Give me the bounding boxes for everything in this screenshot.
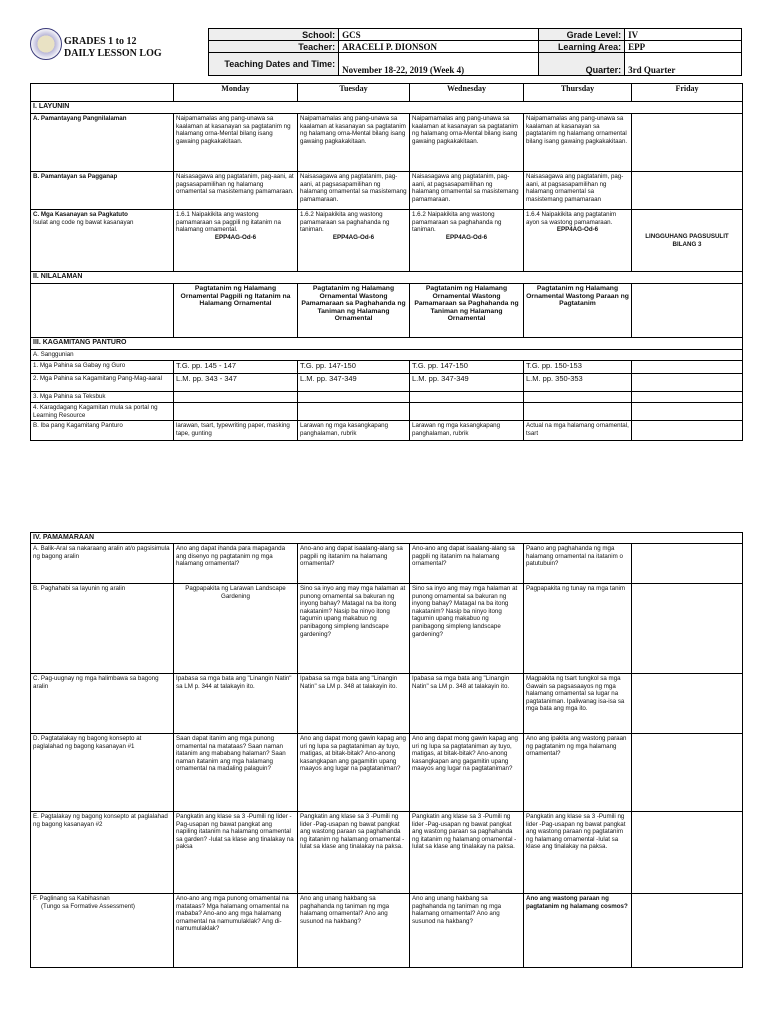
cell: Sino sa inyo ang may mga halaman at punong ornamental sa bakuran ng inyong bahay? Matagal na ba itong nakatanim? Nasip ba ninyo itong tagumin upang makabuo ng panibagong simpleng landscape gardening?: [298, 584, 410, 674]
cell: [174, 210, 298, 272]
cell: larawan, tsart, typewriting paper, masking tape, gunting: [174, 421, 298, 441]
cell: T.G. pp. 145 - 147: [174, 361, 298, 374]
row-pagtatalakay-2: [31, 812, 743, 894]
cell: Ano-ano ang dapat isaalang-alang sa pagpili ng itatanim na halamang ornamental?: [410, 544, 524, 584]
cell: Saan dapat itanim ang mga punong ornamental na matataas? Saan naman itatanim ang mababang halaman? Saan naman itatanim ang mga halamang ornamental na madaling palaguin?: [174, 734, 298, 812]
teacher-value: ARACELI P. DIONSON: [339, 41, 539, 53]
area-label: Learning Area:: [538, 41, 624, 53]
section-nilalaman: II. NILALAMAN: [31, 272, 743, 284]
row-kagamitang-mag-aaral: [31, 374, 743, 392]
cell: [632, 544, 743, 584]
row-label: C. Mga Kasanayan sa Pagkatuto: [33, 211, 128, 218]
row-label: D. Pagtatalakay ng bagong konsepto at paglalahad ng bagong kasanayan #1: [31, 734, 174, 812]
row-label: 1. Mga Pahina sa Gabay ng Guro: [31, 361, 174, 374]
cell: L.M. pp. 347-349: [410, 374, 524, 392]
cell: [632, 361, 743, 374]
school-value: GCS: [339, 29, 539, 41]
cell: [632, 421, 743, 441]
cell: Naisasagawa ang pagtatanim, pag-aani, at pagsasapamilihan ng halamang ornamental sa masistemang pamamaraan: [524, 172, 632, 210]
cell: Pagpapakita ng Larawan Landscape Gardening: [174, 584, 298, 674]
content-cell: Pagtatanim ng Halamang Ornamental Pagpili ng Itatanim na Halamang Ornamental: [174, 284, 298, 338]
row-label: F. Paglinang sa Kabihasnan: [33, 895, 110, 902]
row-pag-uugnay: [31, 674, 743, 734]
cell: Ano ang unang hakbang sa paghahanda ng taniman ng mga halamang ornamental? Ano ang susunod na hakbang?: [298, 894, 410, 968]
cell: Ano ang dapat mong gawin kapag ang uri ng lupa sa pagtataniman ay tuyo, matigas, at bitak-bitak? Ano-anong kasangkapan ang gagamitin upang maayos ang lugar na pagtataniman?: [298, 734, 410, 812]
deped-seal-icon: [30, 28, 62, 60]
row-gabay-guro: [31, 361, 743, 374]
cell: [632, 584, 743, 674]
teacher-label: Teacher:: [209, 41, 339, 53]
cell: Naisasagawa ang pagtatanim, pag-aani, at pagsasapamilihan ng halamang ornamental sa masistemang pamamaraan.: [174, 172, 298, 210]
row-label: 3. Mga Pahina sa Teksbuk: [31, 392, 174, 403]
section-pamamaraan: IV. PAMAMARAAN: [31, 533, 743, 544]
skill-code: EPP4AG-Od-6: [445, 233, 488, 241]
cell: [524, 210, 632, 272]
skill-text: 1.6.1 Naipakikita ang wastong pamamaraan sa pagpili ng itatanim na halamang ornamental.: [176, 211, 281, 234]
corner-cell: [31, 84, 174, 102]
grade-label: Grade Level:: [538, 29, 624, 41]
cell: Ano-ano ang dapat isaalang-alang sa pagpili ng itatanim na halamang ornamental?: [298, 544, 410, 584]
cell: [632, 812, 743, 894]
skill-text: 1.6.2 Naipakikita ang wastong pamamaraan sa paghahanda ng taniman.: [412, 211, 502, 234]
dates-value: November 18-22, 2019 (Week 4): [339, 53, 539, 76]
grade-value: IV: [625, 29, 742, 41]
lesson-grid-bottom: [30, 532, 743, 968]
row-paglinang: [31, 894, 743, 968]
area-value: EPP: [625, 41, 742, 53]
cell: [632, 172, 743, 210]
cell: Ano ang dapat ihanda para mapaganda ang disenyo ng pagtatanim ng mga halamang ornamental?: [174, 544, 298, 584]
cell: Pangkatin ang klase sa 3 -Pumili ng lider -Pag-usapan ng bawat pangkat ang wastong paraan sa paghahanda ng itatanim ng halamang ornamental -Iulat sa klase ang tinalakay na paksa.: [410, 812, 524, 894]
row-label: E. Pagtalakay ng bagong konsepto at paglalahad ng bagong kasanayan #2: [31, 812, 174, 894]
day-header-row: [31, 84, 743, 102]
row-label-cell: [31, 210, 174, 272]
day-tuesday: Tuesday: [298, 84, 410, 102]
blank-cell: [31, 284, 174, 338]
day-wednesday: Wednesday: [410, 84, 524, 102]
row-iba-pang-kagamitan: [31, 421, 743, 441]
cell: Ano-ano ang mga punong ornamental na matataas? Mga halamang ornamental na mababa? Ano-ano ang mga halamang ornamental na namumulaklak? Ang di-namumulaklak?: [174, 894, 298, 968]
row-label: B. Pamantayan sa Pagganap: [31, 172, 174, 210]
lesson-grid-top: [30, 83, 743, 441]
cell: [632, 403, 743, 421]
cell: Ano ang ipakita ang wastong paraan ng pagtatanim ng mga halamang ornamental?: [524, 734, 632, 812]
quarter-value: 3rd Quarter: [625, 53, 742, 76]
cell: Ipabasa sa mga bata ang "Linangin Natin" sa LM p. 348 at talakayin ito.: [410, 674, 524, 734]
row-label: A. Pamantayang Pangnilalaman: [31, 114, 174, 172]
row-label-cell: [31, 894, 174, 968]
cell: Pangkatin ang klase sa 3 -Pumili ng lider -Pag-usapan ng bawat pangkat ang napiling itatanim na halamang ornamental sa garden? -Iulat sa klase ang tinalakay na paksa: [174, 812, 298, 894]
cell: T.G. pp. 147-150: [298, 361, 410, 374]
cell: L.M. pp. 347-349: [298, 374, 410, 392]
cell: L.M. pp. 343 - 347: [174, 374, 298, 392]
skill-text: 1.6.2 Naipakikita ang wastong pamamaraan sa paghahanda ng taniman.: [300, 211, 390, 234]
row-sublabel: Isulat ang code ng bawat kasanayan: [33, 218, 134, 226]
friday-exam-cell: LINGGUHANG PAGSUSULIT BILANG 3: [632, 210, 743, 272]
cell: [410, 392, 524, 403]
cell: [632, 674, 743, 734]
cell: T.G. pp. 150-153: [524, 361, 632, 374]
dll-header: [30, 28, 742, 80]
cell: Ipabasa sa mga bata ang "Linangin Natin" sa LM p. 348 at talakayin ito.: [298, 674, 410, 734]
row-kasanayan: [31, 210, 743, 272]
cell: Naisasagawa ang pagtatanim, pag-aani, at pagsasapamilihan ng halamang ornamental sa masistemang pamamaraan.: [410, 172, 524, 210]
skill-code: EPP4AG-Od-6: [214, 233, 257, 241]
row-label: C. Pag-uugnay ng mga halimbawa sa bagong aralin: [31, 674, 174, 734]
row-learning-resource: [31, 403, 743, 421]
cell: [410, 210, 524, 272]
cell: Naipamamalas ang pang-unawa sa kaalaman at kasanayan sa pagtatanim ng halamang ornamental bilang isang gawaing pagkakakitaan.: [524, 114, 632, 172]
cell: [632, 894, 743, 968]
cell: Naipamamalas ang pang-unawa sa kaalaman at kasanayan sa pagtatanim ng halamang orna-Mental bilang isang gawaing pagkakakitaan.: [174, 114, 298, 172]
row-balik-aral: [31, 544, 743, 584]
cell: L.M. pp. 350-353: [524, 374, 632, 392]
content-cell: [632, 284, 743, 338]
cell: [298, 403, 410, 421]
row-pamantayang-pangnilalaman: [31, 114, 743, 172]
cell: [632, 392, 743, 403]
dll-title: [64, 36, 162, 60]
cell: Magpakita ng tsart tungkol sa mga Gawain sa pagsasaayos ng mga halamang ornamental sa lugar na pagtataniman. Ipaliwanag isa-isa sa mga bata ang mga ito.: [524, 674, 632, 734]
cell: Pangkatin ang klase sa 3 -Pumili ng lider -Pag-usapan ng bawat pangkat ang wastong paraan ng pagtatanim ng halamang ornamental -Iulat sa klase ang tinalakay na paksa.: [524, 812, 632, 894]
day-thursday: Thursday: [524, 84, 632, 102]
cell: Naipamamalas ang pang-unawa sa kaalaman at kasanayan sa pagtatanim ng halamang orna-Mental bilang isang gawaing pagkakakitaan.: [410, 114, 524, 172]
row-label: 4. Karagdagang Kagamitan mula sa portal ng Learning Resource: [31, 403, 174, 421]
cell: [174, 392, 298, 403]
cell: [632, 734, 743, 812]
row-label: A. Balik-Aral sa nakaraang aralin at/o pagsisimula ng bagong aralin: [31, 544, 174, 584]
cell: T.G. pp. 147-150: [410, 361, 524, 374]
cell: [524, 392, 632, 403]
cell: Ano ang unang hakbang sa paghahanda ng taniman ng mga halamang ornamental? Ano ang susunod na hakbang?: [410, 894, 524, 968]
quarter-label: Quarter:: [538, 53, 624, 76]
cell: Paano ang paghahanda ng mga halamang ornamental na itatanim o patutubuin?: [524, 544, 632, 584]
skill-text: 1.6.4 Naipakikita ang pagtatanim ayon sa wastong pamamaraan.: [526, 211, 617, 226]
row-label: 2. Mga Pahina sa Kagamitang Pang-Mag-aaral: [31, 374, 174, 392]
cell: [174, 403, 298, 421]
row-sublabel: (Tungo sa Formative Assessment): [41, 902, 135, 910]
cell: [298, 392, 410, 403]
sanggunian-row: A. Sanggunian: [31, 350, 743, 361]
cell: Larawan ng mga kasangkapang panghalaman, rubrik: [410, 421, 524, 441]
cell: [632, 114, 743, 172]
cell: Larawan ng mga kasangkapang panghalaman, rubrik: [298, 421, 410, 441]
cell: Sino sa inyo ang may mga halaman at punong ornamental sa bakuran ng inyong bahay? Matagal na ba itong nakatanim? Nasip ba ninyo itong tagumin upang makabuo ng panibagong simpleng landscape gardening?: [410, 584, 524, 674]
section-kagamitan: III. KAGAMITANG PANTURO: [31, 338, 743, 350]
row-pamantayan-sa-pagganap: [31, 172, 743, 210]
cell: Pangkatin ang klase sa 3 -Pumili ng lider -Pag-usapan ng bawat pangkat ang wastong paraan sa paghahanda ng itatanim ng halamang ornamental -Iulat sa klase ang tinalakay na paksa.: [298, 812, 410, 894]
row-pagtatalakay-1: [31, 734, 743, 812]
title-line-2: DAILY LESSON LOG: [64, 48, 162, 59]
row-teksbuk: [31, 392, 743, 403]
cell: Pagpapakita ng tunay na mga tanim: [524, 584, 632, 674]
content-cell: Pagtatanim ng Halamang Ornamental Wastong Paraan ng Pagtatanim: [524, 284, 632, 338]
row-nilalaman: [31, 284, 743, 338]
title-line-1: GRADES 1 to 12: [64, 36, 137, 47]
section-layunin: I. LAYUNIN: [31, 102, 743, 114]
cell: Naisasagawa ang pagtatanim, pag-aani, at pagsasapamilihan ng halamang ornamental sa masistemang pamamaraan.: [298, 172, 410, 210]
skill-code: EPP4AG-Od-6: [556, 226, 599, 234]
dates-label: Teaching Dates and Time:: [209, 53, 339, 76]
meta-table: [208, 28, 742, 76]
row-label: B. Iba pang Kagamitang Panturo: [31, 421, 174, 441]
cell: [410, 403, 524, 421]
skill-code: EPP4AG-Od-6: [332, 233, 375, 241]
day-monday: Monday: [174, 84, 298, 102]
cell: Actual na mga halamang ornamental, tsart: [524, 421, 632, 441]
content-cell: Pagtatanim ng Halamang Ornamental Wastong Pamamaraan sa Paghahanda ng Taniman ng Halamang Ornamental: [298, 284, 410, 338]
cell: Ipabasa sa mga bata ang "Linangin Natin" sa LM p. 344 at talakayin ito.: [174, 674, 298, 734]
cell: [632, 374, 743, 392]
school-label: School:: [209, 29, 339, 41]
cell: Ano ang wastong paraan ng pagtatanim ng halamang cosmos?: [524, 894, 632, 968]
cell: Naipamamalas ang pang-unawa sa kaalaman at kasanayan sa pagtatanim ng halamang orna-Mental bilang isang gawaing pagkakakitaan.: [298, 114, 410, 172]
row-label: B. Paghahabi sa layunin ng aralin: [31, 584, 174, 674]
content-cell: Pagtatanim ng Halamang Ornamental Wastong Pamamaraan sa Paghahanda ng Taniman ng Halamang Ornamental: [410, 284, 524, 338]
cell: [298, 210, 410, 272]
cell: [524, 403, 632, 421]
row-paghahabi: [31, 584, 743, 674]
cell: Ano ang dapat mong gawin kapag ang uri ng lupa sa pagtataniman ay tuyo, matigas, at bitak-bitak? Ano-anong kasangkapan ang gagamitin upang maayos ang lugar na pagtataniman?: [410, 734, 524, 812]
day-friday: Friday: [632, 84, 743, 102]
